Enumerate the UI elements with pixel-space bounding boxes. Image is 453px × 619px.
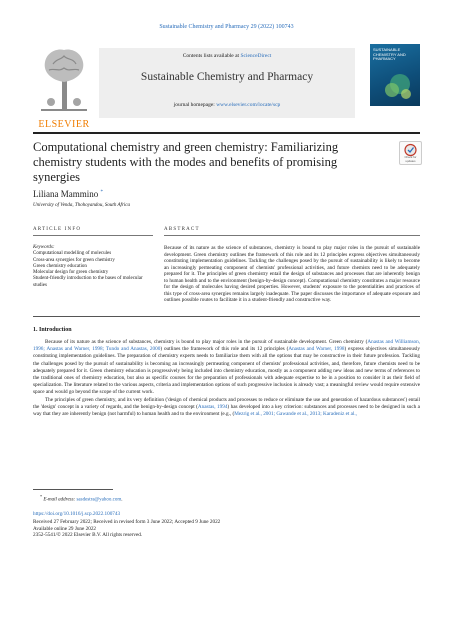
journal-cover[interactable] [370,44,420,106]
article-info-rule [33,235,153,236]
elsevier-logo[interactable] [33,44,95,130]
footnote-rule [33,489,113,490]
elsevier-tree-icon [33,44,95,118]
introduction-heading: 1. Introduction [33,327,72,333]
author-text: Liliana Mammino [33,189,99,199]
abstract-heading: ABSTRACT [164,227,200,232]
journal-title: Sustainable Chemistry and Pharmacy [140,71,314,83]
homepage-line [99,102,355,108]
intro-text: ) express objectives simultaneously constituting implementation guidelines. The preparation of chemistry experts needs to familiarize them with all the options that may be constructive in their future profession. Tackling the challenges posed by the pursuit of sustainability is becoming an increasingly permeating component of chemists' professional activities, and, therefore, future chemists need to be adequately prepared for it. Green chemistry education is progressively being included into chemistry education, mostly as a component adding new ideas and new terms of references to the traditional ones of chemistry education, but also as specific courses for the preparation of professionals with adequate expertise to be in a position to consider it as their field of specialization. The literature related to the various aspects, criteria and implementation options of such progressive inclusion is already vast; a meaningful review would require extensive space and would go beyond the scope of the current work. [33,346,421,396]
article-title: Computational chemistry and green chemistry: Familiarizing chemistry students with the modes and benefits of promising synergies [33,140,339,184]
author-footnote-link[interactable]: * [100,190,103,195]
author-name [33,189,103,199]
keywords-block [33,245,153,289]
citation-link[interactable]: Anastas and Warner, 1998 [288,346,345,353]
contents-line [99,53,355,59]
intro-paragraph-2 [33,397,420,419]
journal-citation[interactable]: Sustainable Chemistry and Pharmacy 29 (2022) 100743 [159,24,294,30]
citation-link[interactable]: Anastas, 1994 [197,403,228,410]
email-suffix: . [121,497,123,503]
elsevier-wordmark: ELSEVIER [38,119,90,130]
intro-paragraph-1 [33,339,420,397]
section-rule [33,316,420,317]
copyright-line: 2352-5541/© 2022 Elsevier B.V. All rights reserved. [33,532,143,538]
keyword-item: Student-friendly introduction to the bases of molecular studies [33,276,143,288]
citation-link[interactable]: Anastas and Williamson, 1996; Anastas and Warner, 1998; Tundo and Anastas, 2000 [33,339,420,353]
abstract-text: Because of its nature as the science of substances, chemistry is bound to play major roles in the pursuit of sustainable development. Green chemistry outlines the framework of this role and its 12 principles express objectives simultaneously constituting implementation guidelines. Tackling the challenges posed by the pursuit of sustainability is likely to become an increasingly permeating component of chemists' professional activities, and future chemists need to be adequately prepared for it. The principles of green chemistry entail the design of substances and processes that are inherently benign to human health and to the environment (benign-by-design concept). Computational chemistry constitutes a major resource for the design of molecules having desired properties. However, students' exposure to the potentialities and practices of this type of cross-area synergies remains largely inadequate. The paper discusses the importance of adequate exposure and outlines possible routes to facilitate it in a student-friendly and constructive way. [164,245,420,303]
email-link[interactable]: sasdestra@yahoo.com [76,497,122,503]
doi-link[interactable]: https://doi.org/10.1016/j.scp.2022.100743 [33,511,121,517]
homepage-link[interactable]: www.elsevier.com/locate/scp [216,102,281,108]
author-email [40,494,122,503]
cover-title: SUSTAINABLE CHEMISTRY AND PHARMACY [373,47,406,61]
check-for-updates-button[interactable] [399,141,422,165]
homepage-prefix: journal homepage: [173,102,215,108]
journal-masthead [33,44,420,130]
available-online: Available online 29 June 2022 [33,525,97,532]
keyword-item: Molecular design for green chemistry [33,270,109,276]
keywords-label: Keywords: [33,245,55,250]
intro-text: The principles of green chemistry, and its very definition ('design of chemical products and processes to reduce or eliminate the use and generation of hazardous substances') entail the 'design' concept in a variety of regards, and the benign-by-design concept ( [33,396,420,410]
keyword-item: Computational modelling of molecules [33,251,112,257]
intro-text: Because of its nature as the science of substances, chemistry is bound to play major roles in the pursuit of sustainable development. Green chemistry ( [45,339,368,345]
journal-band [99,48,355,118]
abstract-rule [164,235,420,236]
article-info-heading: ARTICLE INFO [33,227,82,232]
introduction-body [33,339,420,418]
citation-link[interactable]: Mezrig et al., 2001; Gawande et al., 2013; Karadeniz et al., [234,411,357,418]
received-dates: Received 27 February 2022; Received in revised form 3 June 2022; Accepted 9 June 2022 [33,519,221,525]
email-marker: * [40,494,43,499]
keyword-item: Cross-area synergies for green chemistry [33,257,115,263]
author-affiliation: University of Venda, Thohoyandou, South Africa [33,203,130,208]
header-rule [33,132,420,134]
intro-text: ) has developed into a key criterion: substances and processes need to be designed in such a way that they are inherently benign (not harmful) to human health and to the environment (e.g., ( [33,403,420,418]
article-history [33,519,220,539]
sciencedirect-link[interactable]: ScienceDirect [240,53,272,59]
intro-text: ) outlines the framework of this role and its 12 principles ( [160,346,289,353]
contents-prefix: Contents lists available at [182,53,240,59]
cover-art-icon [370,44,420,106]
email-label: E-mail address: [43,497,76,503]
crossmark-label: Check for updates [404,155,417,163]
keyword-item: Green chemistry education [33,263,87,269]
